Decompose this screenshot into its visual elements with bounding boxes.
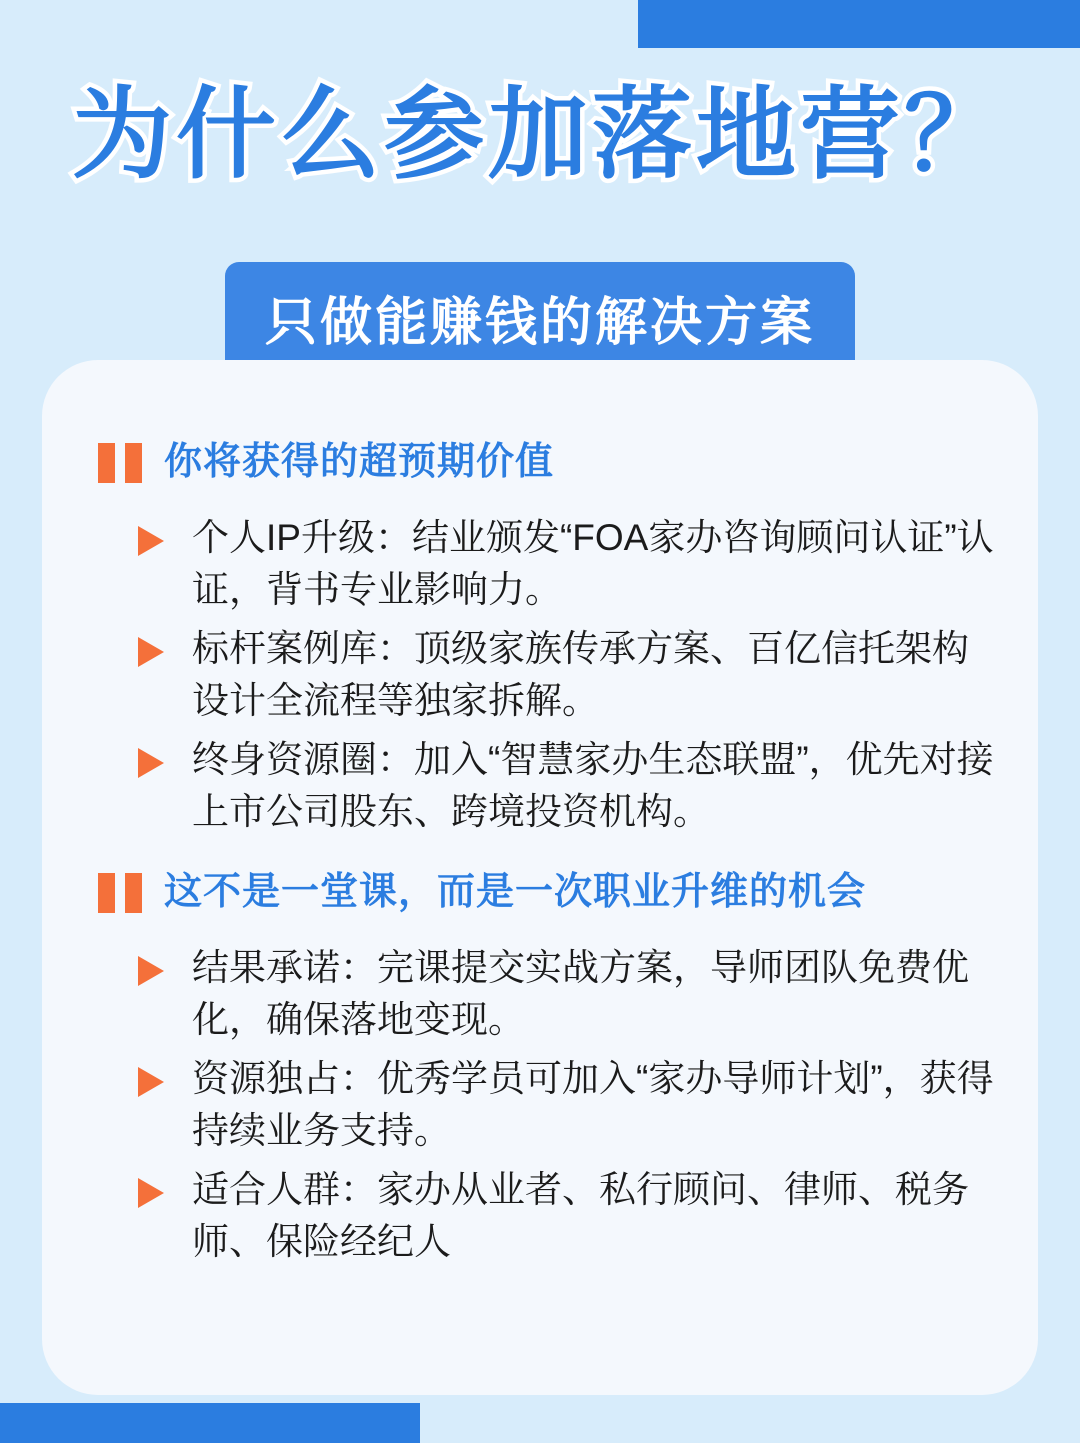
list-item-text: 标杆案例库：顶级家族传承方案、百亿信托架构设计全流程等独家拆解。: [192, 627, 969, 722]
list-item: [136, 1164, 998, 1269]
section-value-header: [98, 440, 998, 486]
list-item-text: 适合人群：家办从业者、私行顾问、律师、税务师、保险经纪人: [192, 1168, 969, 1263]
section-value: [98, 440, 998, 845]
bottom-decor-bar: [0, 1403, 420, 1443]
list-item: [136, 623, 998, 728]
triangle-bullet-icon: [138, 637, 164, 667]
section-value-list: [98, 512, 998, 839]
triangle-bullet-icon: [138, 956, 164, 986]
list-item-text: 资源独占：优秀学员可加入“家办导师计划”，获得持续业务支持。: [192, 1057, 994, 1152]
list-item: [136, 734, 998, 839]
section-value-title: 你将获得的超预期价值: [164, 441, 555, 483]
section-career: [98, 870, 998, 1275]
section-career-title: 这不是一堂课，而是一次职业升维的机会: [164, 871, 867, 913]
page-title: 为什么参加落地营？: [72, 79, 1008, 191]
triangle-bullet-icon: [138, 1067, 164, 1097]
list-item-text: 终身资源圈：加入“智慧家办生态联盟”，优先对接上市公司股东、跨境投资机构。: [192, 738, 994, 833]
section-career-header: [98, 870, 998, 916]
top-decor-bar: [638, 0, 1080, 48]
list-item: [136, 1053, 998, 1158]
list-item: [136, 512, 998, 617]
title-container: [0, 78, 1080, 193]
triangle-bullet-icon: [138, 748, 164, 778]
triangle-bullet-icon: [138, 1178, 164, 1208]
list-item-text: 个人IP升级：结业颁发“FOA家办咨询顾问认证”认证，背书专业影响力。: [192, 516, 994, 611]
section-career-list: [98, 942, 998, 1269]
subtitle-banner: 只做能赚钱的解决方案: [225, 262, 855, 377]
double-bar-icon: [98, 443, 142, 483]
double-bar-icon: [98, 873, 142, 913]
triangle-bullet-icon: [138, 526, 164, 556]
list-item: [136, 942, 998, 1047]
list-item-text: 结果承诺：完课提交实战方案，导师团队免费优化，确保落地变现。: [192, 946, 969, 1041]
content-card: [42, 360, 1038, 1395]
